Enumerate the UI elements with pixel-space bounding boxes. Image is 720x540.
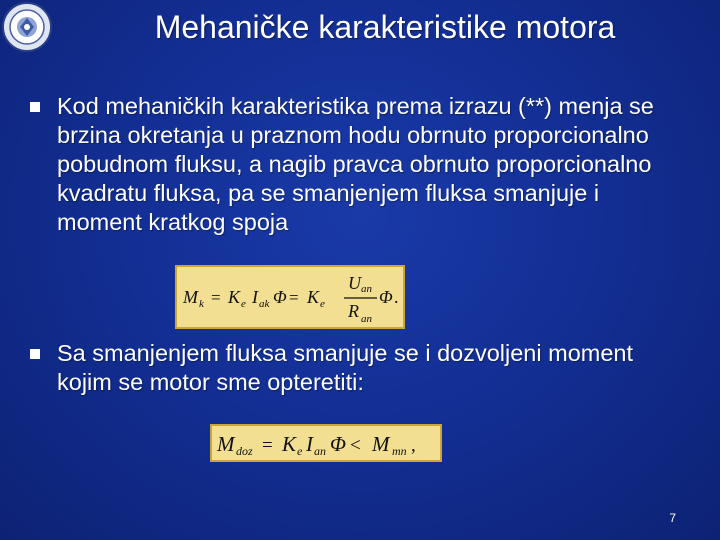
formula-operator: . xyxy=(394,287,399,307)
slide-title: Mehaničke karakteristike motora xyxy=(154,9,616,45)
formula-symbol: U xyxy=(348,273,361,293)
formula-subscript: an xyxy=(314,444,326,458)
formula-short-circuit-moment xyxy=(175,265,405,329)
formula-subscript: e xyxy=(320,298,325,310)
formula-symbol: I xyxy=(252,287,258,307)
formula-subscript: e xyxy=(297,444,303,458)
formula-operator: , xyxy=(411,435,416,456)
formula-symbol: M xyxy=(217,432,235,456)
formula-subscript: ak xyxy=(259,298,270,310)
formula-subscript: an xyxy=(361,313,372,325)
formula-symbol: K xyxy=(307,287,320,307)
formula-subscript: doz xyxy=(236,444,253,458)
bullet-text: Kod mehaničkih karakteristika prema izrazu (**) menja se brzina okretanja u praznom hodu obrnuto proporcionalno pobudnom fluksu, a nagib pravca obrnuto proporcionalno kvadratu fluksa, pa se smanjenjem fluksa smanjuje i moment kratkog spoja xyxy=(57,93,654,235)
bullet-text: Sa smanjenjem fluksa smanjuje se i dozvoljeni moment kojim se motor sme opteretiti: xyxy=(57,340,634,395)
university-seal-logo xyxy=(2,2,52,52)
bullet-square-icon xyxy=(30,349,40,359)
formula-symbol: Φ xyxy=(273,287,287,307)
formula-symbol: Φ xyxy=(330,432,346,456)
formula-symbol: K xyxy=(228,287,241,307)
formula-symbol: M xyxy=(372,432,390,456)
formula-subscript: k xyxy=(199,298,204,310)
formula-symbol: M xyxy=(183,287,198,307)
formula-subscript: mn xyxy=(392,444,407,458)
formula-allowed-moment xyxy=(210,424,442,462)
bullet-item xyxy=(30,339,690,397)
formula-operator: < xyxy=(350,435,361,456)
bullet-item xyxy=(30,92,690,237)
formula-operator: = xyxy=(211,288,221,307)
formula-symbol: R xyxy=(348,301,359,321)
page-number: 7 xyxy=(669,511,676,525)
formula-subscript: an xyxy=(361,283,372,295)
formula-operator: = xyxy=(262,435,273,456)
formula-symbol: I xyxy=(306,432,313,456)
bullet-square-icon xyxy=(30,102,40,112)
formula-symbol: Φ xyxy=(379,287,393,307)
formula-subscript: e xyxy=(241,298,246,310)
formula-operator: = xyxy=(289,288,299,307)
formula-symbol: K xyxy=(282,432,297,456)
